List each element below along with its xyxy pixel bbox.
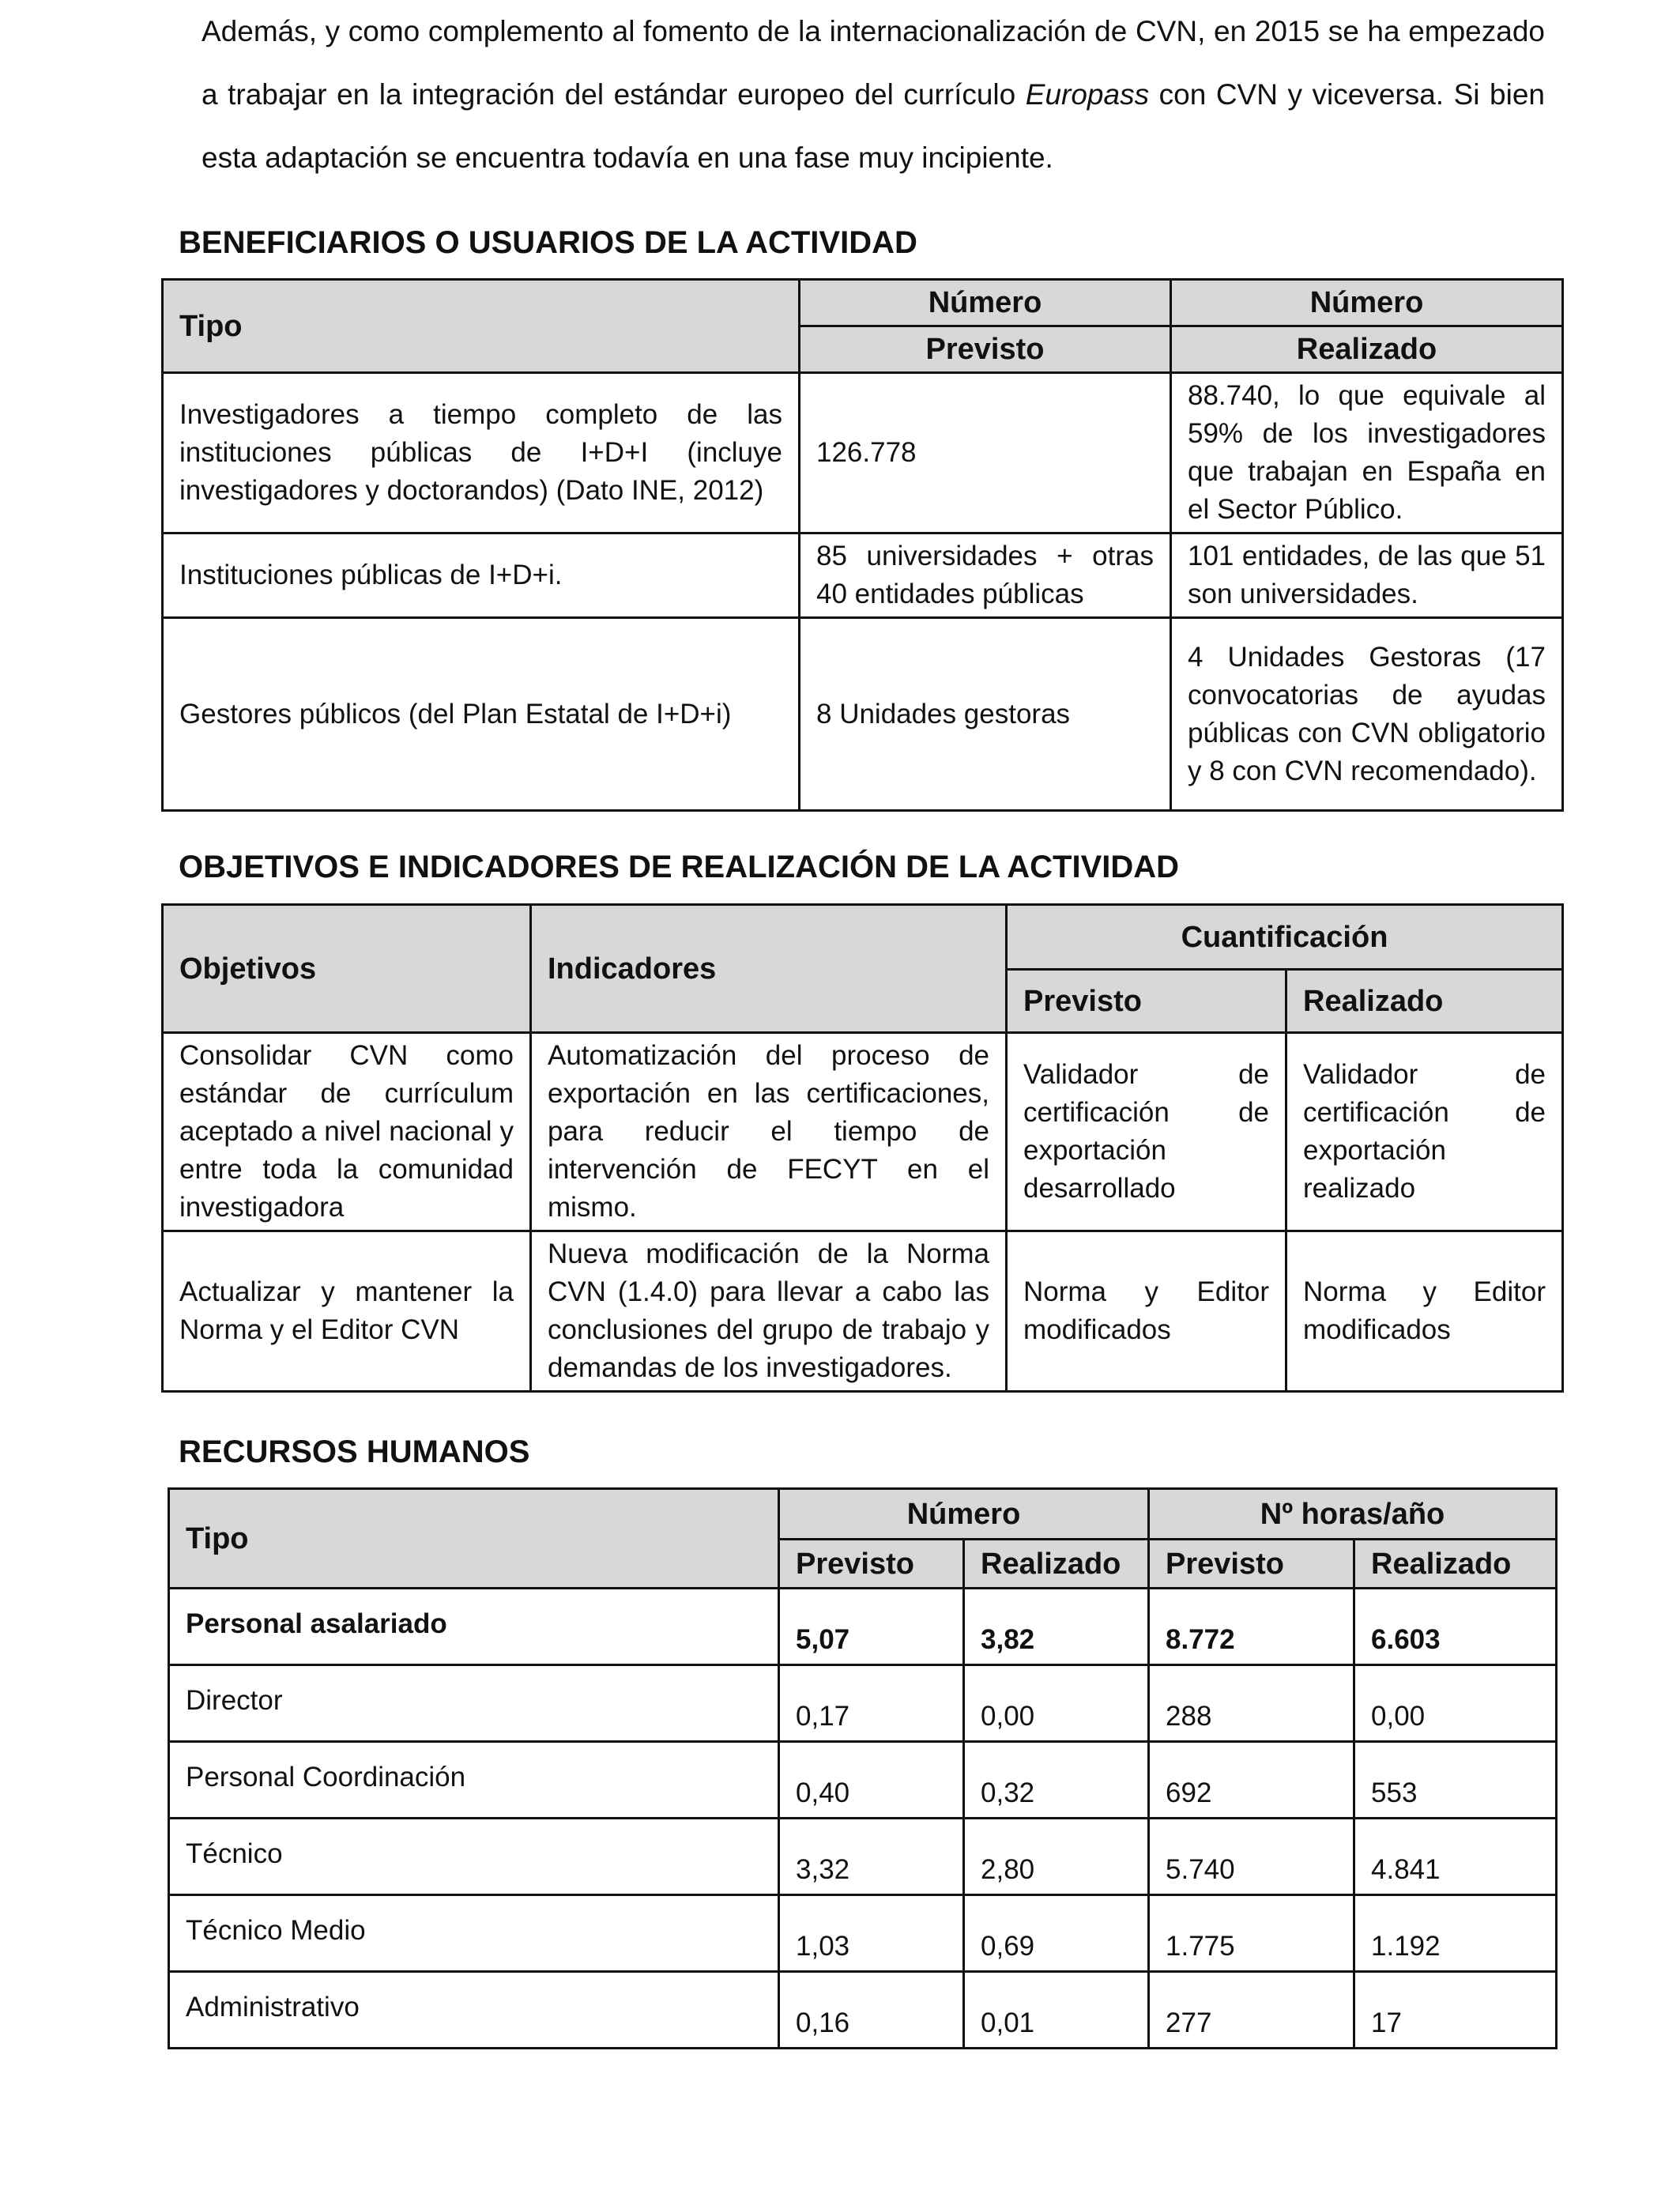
- table-row: [169, 1972, 1557, 2049]
- objetivos-realizado: Validador de certificación de exportación realizado: [1286, 1033, 1563, 1231]
- rrhh-tipo: Administrativo: [169, 1972, 779, 2049]
- beneficiarios-previsto: 8 Unidades gestoras: [800, 618, 1171, 811]
- table-row: [163, 618, 1563, 811]
- table-row: [163, 533, 1563, 618]
- objetivos-table: [161, 903, 1564, 1393]
- beneficiarios-realizado: 4 Unidades Gestoras (17 convocatorias de ayudas públicas con CVN obligatorio y 8 con CVN recomendado).: [1171, 618, 1563, 811]
- table-row: [163, 1033, 1563, 1231]
- objetivos-col-previsto: Previsto: [1007, 970, 1286, 1033]
- intro-europass: Europass: [1025, 78, 1150, 111]
- rrhh-tipo: Personal asalariado: [169, 1589, 779, 1665]
- rrhh-horas-previsto: 277: [1149, 1972, 1354, 2049]
- rrhh-numero-realizado: 0,00: [964, 1665, 1149, 1742]
- objetivos-col-objetivos: Objetivos: [163, 905, 531, 1033]
- rrhh-horas-realizado: 553: [1354, 1742, 1557, 1819]
- rrhh-horas-realizado: 4.841: [1354, 1819, 1557, 1895]
- objetivos-col-cuantificacion: Cuantificación: [1007, 905, 1563, 970]
- intro-text-2: con CVN y viceversa. Si bien esta adaptación se encuentra todavía en una fase muy incipiente.: [202, 78, 1545, 174]
- objetivos-col-realizado: Realizado: [1286, 970, 1563, 1033]
- rrhh-col-tipo: Tipo: [169, 1489, 779, 1589]
- rrhh-numero-realizado: 0,01: [964, 1972, 1149, 2049]
- rrhh-table: [168, 1487, 1558, 2049]
- objetivos-col-indicadores: Indicadores: [531, 905, 1007, 1033]
- rrhh-horas-previsto: 692: [1149, 1742, 1354, 1819]
- objetivos-heading: OBJETIVOS E INDICADORES DE REALIZACIÓN DE LA ACTIVIDAD: [179, 850, 1180, 884]
- rrhh-horas-realizado: 1.192: [1354, 1895, 1557, 1972]
- rrhh-horas-realizado: 0,00: [1354, 1665, 1557, 1742]
- rrhh-numero-realizado: 3,82: [964, 1589, 1149, 1665]
- rrhh-horas-previsto: 8.772: [1149, 1589, 1354, 1665]
- rrhh-horas-realizado: 17: [1354, 1972, 1557, 2049]
- objetivos-objetivo: Actualizar y mantener la Norma y el Editor CVN: [163, 1231, 531, 1392]
- rrhh-numero-previsto: 5,07: [779, 1589, 964, 1665]
- objetivos-indicador: Automatización del proceso de exportación en las certificaciones, para reducir el tiempo de intervención de FECYT en el mismo.: [531, 1033, 1007, 1231]
- beneficiarios-realizado: 101 entidades, de las que 51 son universidades.: [1171, 533, 1563, 618]
- rrhh-col-horas-previsto: Previsto: [1149, 1540, 1354, 1589]
- beneficiarios-realizado: 88.740, lo que equivale al 59% de los investigadores que trabajan en España en el Sector Público.: [1171, 373, 1563, 533]
- objetivos-realizado: Norma y Editor modificados: [1286, 1231, 1563, 1392]
- table-row: [163, 1231, 1563, 1392]
- beneficiarios-col-tipo: Tipo: [163, 280, 800, 373]
- beneficiarios-col-previsto: Previsto: [800, 326, 1171, 373]
- rrhh-tipo: Personal Coordinación: [169, 1742, 779, 1819]
- rrhh-numero-realizado: 2,80: [964, 1819, 1149, 1895]
- table-row: [169, 1742, 1557, 1819]
- beneficiarios-col-numero-realizado: Número: [1171, 280, 1563, 326]
- rrhh-col-numero: Número: [779, 1489, 1149, 1540]
- rrhh-numero-realizado: 0,69: [964, 1895, 1149, 1972]
- beneficiarios-previsto: 126.778: [800, 373, 1171, 533]
- beneficiarios-heading: BENEFICIARIOS O USUARIOS DE LA ACTIVIDAD: [179, 225, 917, 260]
- beneficiarios-col-realizado: Realizado: [1171, 326, 1563, 373]
- table-row: [163, 373, 1563, 533]
- objetivos-previsto: Norma y Editor modificados: [1007, 1231, 1286, 1392]
- rrhh-tipo: Técnico Medio: [169, 1895, 779, 1972]
- table-row: [169, 1665, 1557, 1742]
- table-row: [169, 1589, 1557, 1665]
- rrhh-heading: RECURSOS HUMANOS: [179, 1434, 530, 1469]
- rrhh-col-horas: Nº horas/año: [1149, 1489, 1557, 1540]
- rrhh-numero-realizado: 0,32: [964, 1742, 1149, 1819]
- table-row: [169, 1895, 1557, 1972]
- beneficiarios-previsto: 85 universidades + otras 40 entidades públicas: [800, 533, 1171, 618]
- rrhh-numero-previsto: 3,32: [779, 1819, 964, 1895]
- rrhh-col-numero-realizado: Realizado: [964, 1540, 1149, 1589]
- rrhh-numero-previsto: 0,17: [779, 1665, 964, 1742]
- rrhh-numero-previsto: 0,40: [779, 1742, 964, 1819]
- rrhh-horas-previsto: 1.775: [1149, 1895, 1354, 1972]
- objetivos-previsto: Validador de certificación de exportación desarrollado: [1007, 1033, 1286, 1231]
- rrhh-col-horas-realizado: Realizado: [1354, 1540, 1557, 1589]
- rrhh-col-numero-previsto: Previsto: [779, 1540, 964, 1589]
- objetivos-objetivo: Consolidar CVN como estándar de currículum aceptado a nivel nacional y entre toda la comunidad investigadora: [163, 1033, 531, 1231]
- rrhh-numero-previsto: 0,16: [779, 1972, 964, 2049]
- beneficiarios-col-numero-previsto: Número: [800, 280, 1171, 326]
- rrhh-horas-realizado: 6.603: [1354, 1589, 1557, 1665]
- objetivos-indicador: Nueva modificación de la Norma CVN (1.4.0) para llevar a cabo las conclusiones del grupo de trabajo y demandas de los investigadores.: [531, 1231, 1007, 1392]
- intro-text-1: Además, y como complemento al fomento de la internacionalización de CVN, en 2015 se ha empezado a trabajar en la integración del estándar europeo del currículo: [202, 15, 1545, 111]
- beneficiarios-tipo: Investigadores a tiempo completo de las instituciones públicas de I+D+I (incluye investigadores y doctorandos) (Dato INE, 2012): [163, 373, 800, 533]
- rrhh-numero-previsto: 1,03: [779, 1895, 964, 1972]
- rrhh-horas-previsto: 5.740: [1149, 1819, 1354, 1895]
- table-row: [169, 1819, 1557, 1895]
- rrhh-tipo: Técnico: [169, 1819, 779, 1895]
- rrhh-tipo: Director: [169, 1665, 779, 1742]
- beneficiarios-table: [161, 278, 1564, 812]
- beneficiarios-tipo: Instituciones públicas de I+D+i.: [163, 533, 800, 618]
- intro-paragraph: [202, 0, 1545, 190]
- rrhh-horas-previsto: 288: [1149, 1665, 1354, 1742]
- beneficiarios-tipo: Gestores públicos (del Plan Estatal de I+D+i): [163, 618, 800, 811]
